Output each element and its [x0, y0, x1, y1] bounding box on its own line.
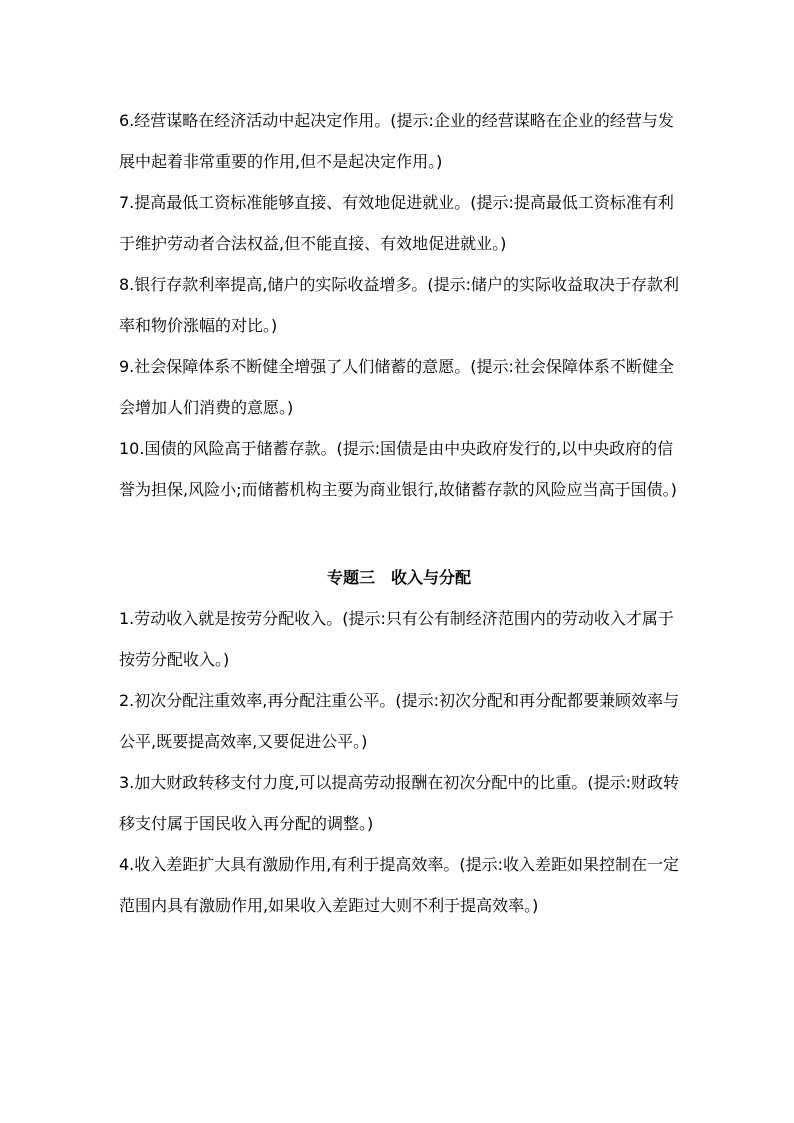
statement-7: 7.提高最低工资标准能够直接、有效地促进就业。(提示:提高最低工资标准有利于维护劳动者合法权益,但不能直接、有效地促进就业。) [119, 193, 674, 253]
section-spacer [119, 510, 679, 557]
statement-4: 4.收入差距扩大具有激励作用,有利于提高效率。(提示:收入差距如果控制在一定范围内具有激励作用,如果收入差距过大则不利于提高效率。) [119, 855, 679, 915]
statement-9: 9.社会保障体系不断健全增强了人们储蓄的意愿。(提示:社会保障体系不断健全会增加人们消费的意愿。) [119, 357, 674, 417]
document-content [119, 100, 679, 926]
statement-2: 2.初次分配注重效率,再分配注重公平。(提示:初次分配和再分配都要兼顾效率与公平,既要提高效率,又要促进公平。) [119, 691, 679, 751]
statement-10: 10.国债的风险高于储蓄存款。(提示:国债是由中央政府发行的,以中央政府的信誉为担保,风险小;而储蓄机构主要为商业银行,故储蓄存款的风险应当高于国债。) [119, 439, 677, 499]
section-heading: 专题三 收入与分配 [326, 568, 471, 587]
statement-8: 8.银行存款利率提高,储户的实际收益增多。(提示:储户的实际收益取决于存款利率和物价涨幅的对比。) [119, 275, 679, 335]
statement-6: 6.经营谋略在经济活动中起决定作用。(提示:企业的经营谋略在企业的经营与发展中起着非常重要的作用,但不是起决定作用。) [119, 111, 674, 171]
statement-1: 1.劳动收入就是按劳分配收入。(提示:只有公有制经济范围内的劳动收入才属于按劳分配收入。) [119, 609, 674, 669]
statement-3: 3.加大财政转移支付力度,可以提高劳动报酬在初次分配中的比重。(提示:财政转移支付属于国民收入再分配的调整。) [119, 773, 679, 833]
